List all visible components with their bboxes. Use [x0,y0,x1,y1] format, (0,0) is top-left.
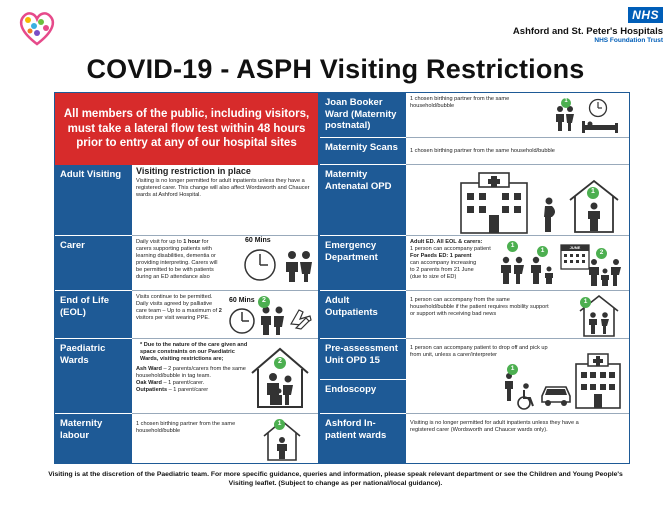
clock-icon [588,98,608,118]
label-maternity-scans: Maternity Scans [320,138,406,165]
page-title: COVID-19 - ASPH Visiting Restrictions [86,54,585,84]
ashford-wards-cell [406,414,629,463]
column-divider [318,93,320,463]
house-family-icon [248,343,312,409]
hospital-bed-icon [580,120,620,134]
hospital-building-icon [459,173,529,233]
calendar-month: JUNE [569,245,581,250]
label-joan-booker: Joan Booker Ward (Maternity postnatal) [320,93,406,138]
ed-line6: (due to size of ED) [410,274,457,280]
ed-badge2-number: 1 [540,247,545,254]
preassessment-text: 1 person can accompany patient to drop off and pick up from unit, unless a carer/interpreter [410,345,548,358]
eol-clock-label: 60 Mins [229,297,255,304]
oak-ward-rule: Oak Ward – 1 parent/carer. [136,380,205,386]
maternity-labour-badge-number: 1 [277,420,282,427]
pregnant-woman-icon [540,197,558,233]
two-people-icon [500,250,526,286]
paediatric-note: * Due to the nature of the care given and space constraints on our Paediatric Wards, visiting restrictions are; [140,342,248,362]
together-heart-logo [16,6,58,48]
eol-text: Visits continue to be permitted. Daily visits agreed by palliative care team – Up to a maximum of 2 visitors per visit wearing PPE. [136,294,222,321]
ed-badge1-number: 1 [510,242,515,249]
joan-booker-text: 1 chosen birthing partner from the same household/bubble [410,96,510,109]
label-preassessment: Pre-assessment Unit OPD 15 [320,339,406,380]
ed-line4: can accompany increasing [410,260,477,266]
ed-line1: Adult ED. All EOL & carers: [410,239,483,245]
label-paediatric-wards: Paediatric Wards [55,339,132,414]
maternity-labour-text: 1 chosen birthing partner from the same household/bubble [136,421,236,434]
label-carer: Carer [55,236,132,291]
ed-line5: to 2 parents from 21 June [410,267,474,273]
footer-note: Visiting is at the discretion of the Paediatric team. For more specific guidance, queries and information, please speak relevant department or see the Children and Young People's Visiting leaflet. (Subject to change as per national/local guidance). [48,471,623,487]
joan-booker-badge-number: 1 [564,98,568,104]
adult-outpatients-text: 1 person can accompany from the same household/bubble if the patient requires mobility support or support with receiving bad news [410,297,549,317]
adult-visiting-text: Visiting is no longer permitted for adult inpatients unless they have a registered carer. This change will also affect Wordsworth and Chaucer wards at Ashford Hospital. [136,178,310,198]
trust-subtitle: NHS Foundation Trust [594,37,663,44]
label-adult-outpatients: Adult Outpatients [320,291,406,339]
ppe-gloves-icon [288,306,314,330]
preassessment-badge-number: 1 [510,365,515,372]
maternity-scans-text: 1 chosen birthing partner from the same household/bubble [410,148,555,154]
paediatric-badge-number: 2 [278,358,282,365]
label-antenatal-opd: Maternity Antenatal OPD [320,165,406,236]
trust-name: Ashford and St. Peter's Hospitals [512,26,663,37]
clock-icon [243,248,277,282]
eol-badge-number: 2 [262,297,266,304]
hospital-building-icon [574,354,622,408]
label-ashford-inpatient: Ashford In-patient wards [320,414,406,463]
adult-outpatients-badge-number: 1 [583,298,588,305]
outpatients-rule: Outpatients – 1 parent/carer [136,387,209,393]
lateral-flow-banner: All members of the public, including visitors, must take a lateral flow test within 48 hours prior to entry at any of our hospital sites [55,93,318,165]
ed-line2: 1 person can accompany patient [410,246,491,252]
adult-visiting-heading: Visiting restriction in place [136,166,251,176]
parent-child-icon [528,256,556,286]
car-icon [540,384,572,406]
clock-icon [228,307,256,335]
family-icon [588,258,622,288]
label-adult-visiting: Adult Visiting [55,165,132,236]
label-endoscopy: Endoscopy [320,380,406,414]
ed-badge3-number: 2 [599,249,604,256]
adult-visiting-cell [132,165,318,236]
carer-clock-label: 60 Mins [245,237,271,244]
ashford-wards-text: Visiting is no longer permitted for adult inpatients unless they have a registered carer (Wordsworth and Chaucer wards only). [410,420,579,433]
carer-text: Daily visit for up to 1 hour for carers supporting patients with learning disabilities, dementia or providing interpreting. Carers will be permitted to be with patients during an ED attendance also [136,239,218,280]
label-emergency-department: Emergency Department [320,236,406,291]
label-end-of-life: End of Life (EOL) [55,291,132,339]
person-wheelchair-icon [502,372,536,410]
two-people-icon [284,250,314,282]
maternity-scans-cell [406,138,629,165]
antenatal-badge-number: 1 [591,188,595,195]
label-maternity-labour: Maternity labour [55,414,132,463]
ed-line3: For Paeds ED: 1 parent [410,253,472,259]
nhs-badge: NHS [628,7,663,23]
ash-ward-rule: Ash Ward – 2 parents/carers from the same household/bubble in tag team. [136,366,246,379]
two-people-icon [260,304,286,336]
nhs-trust-logo [513,6,663,44]
